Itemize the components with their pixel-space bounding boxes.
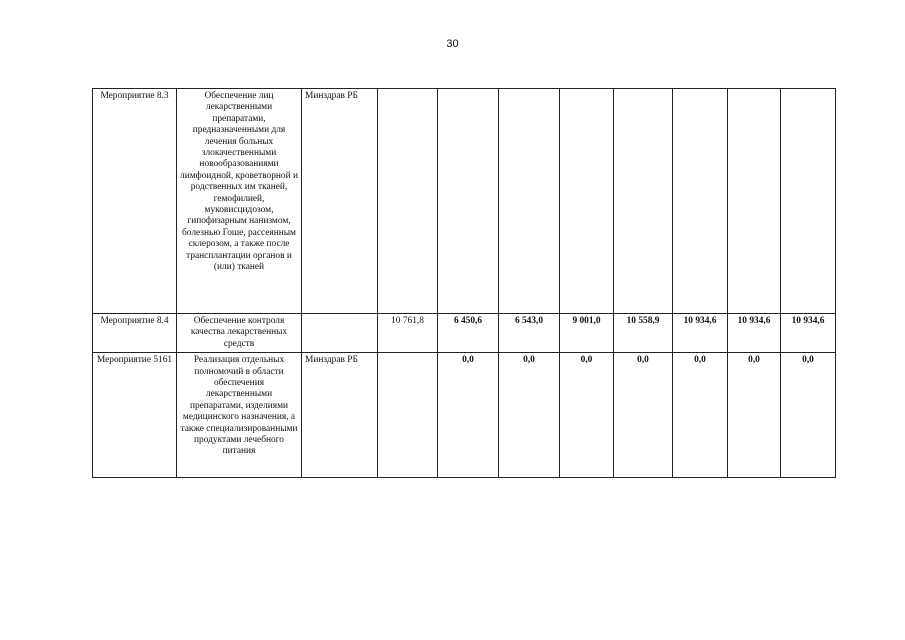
executor-cell: Минздрав РБ	[302, 89, 378, 314]
value-cell: 0,0	[673, 353, 728, 478]
activity-description: Обеспечение лиц лекарственными препаратами, предназначенными для лечения больных злокачественными новообразованиями лимфоидной, кроветворной и родственных им тканей, гемофилией, муковисцидозом, гипофизарным нанизмом, болезнью Гоше, рассеянным склерозом, а также после трансплантации органов и (или) тканей	[177, 89, 302, 314]
value-cell	[781, 89, 836, 314]
value-cell	[378, 353, 438, 478]
page-number: 30	[446, 38, 459, 50]
executor-cell	[302, 314, 378, 353]
activity-description: Реализация отдельных полномочий в области обеспечения лекарственными препаратами, изделиями медицинского назначения, а также специализированными продуктами лечебного питания	[177, 353, 302, 478]
value-cell	[438, 89, 499, 314]
value-cell: 6 543,0	[499, 314, 560, 353]
value-cell: 0,0	[614, 353, 673, 478]
activity-label: Мероприятие 8.4	[93, 314, 177, 353]
table-row	[93, 314, 836, 353]
value-cell: 6 450,6	[438, 314, 499, 353]
value-cell	[728, 89, 781, 314]
value-cell: 0,0	[438, 353, 499, 478]
activity-label: Мероприятие 5161	[93, 353, 177, 478]
value-cell: 10 934,6	[781, 314, 836, 353]
activity-description: Обеспечение контроля качества лекарственных средств	[177, 314, 302, 353]
value-cell: 0,0	[499, 353, 560, 478]
value-cell: 0,0	[560, 353, 614, 478]
value-cell: 10 761,8	[378, 314, 438, 353]
value-cell	[614, 89, 673, 314]
value-cell: 10 934,6	[728, 314, 781, 353]
value-cell	[673, 89, 728, 314]
value-cell: 0,0	[728, 353, 781, 478]
value-cell: 9 001,0	[560, 314, 614, 353]
table-row	[93, 353, 836, 478]
value-cell: 10 558,9	[614, 314, 673, 353]
value-cell	[560, 89, 614, 314]
value-cell	[378, 89, 438, 314]
table-row	[93, 89, 836, 314]
activity-label: Мероприятие 8.3	[93, 89, 177, 314]
value-cell	[499, 89, 560, 314]
value-cell: 10 934,6	[673, 314, 728, 353]
program-table	[92, 88, 836, 478]
executor-cell: Минздрав РБ	[302, 353, 378, 478]
value-cell: 0,0	[781, 353, 836, 478]
